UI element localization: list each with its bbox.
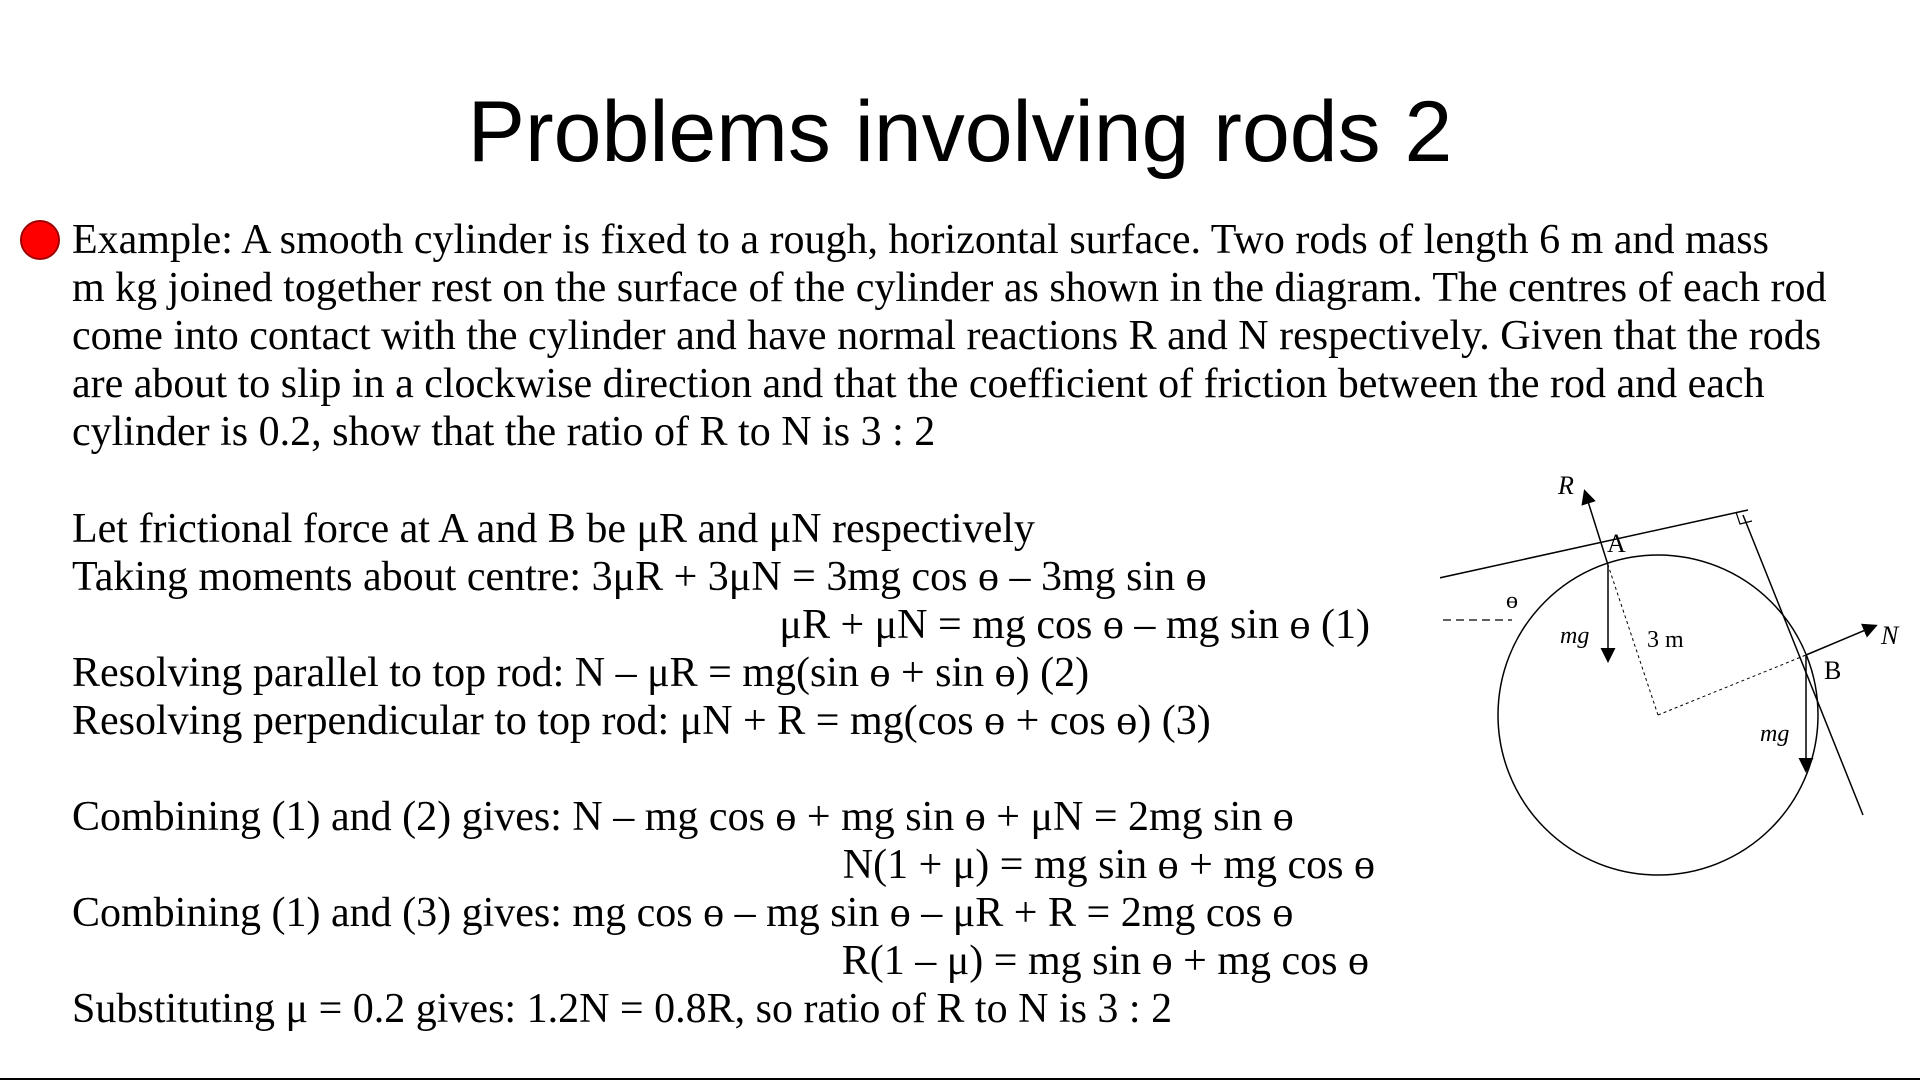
- rods-on-cylinder-diagram: [1440, 460, 1910, 880]
- right-rod: [1743, 515, 1863, 815]
- example-line: cylinder is 0.2, show that the ratio of R to N is 3 : 2: [72, 409, 936, 455]
- solution-line: Taking moments about centre: 3μR + 3μN = 3mg cos ɵ – 3mg sin ɵ: [72, 554, 1207, 600]
- label-b: B: [1824, 656, 1842, 685]
- reaction-r-arrow: [1585, 492, 1608, 565]
- label-n: N: [1881, 621, 1899, 650]
- solution-line: R(1 – μ) = mg sin ɵ + mg cos ɵ: [841, 938, 1369, 984]
- example-line: Example: A smooth cylinder is fixed to a rough, horizontal surface. Two rods of length 6 m and mass: [72, 217, 1769, 263]
- label-a: A: [1607, 529, 1626, 558]
- example-paragraph: [72, 216, 1912, 456]
- solution-line: Combining (1) and (3) gives: mg cos ɵ – mg sin ɵ – μR + R = 2mg cos ɵ: [72, 890, 1294, 936]
- example-line: are about to slip in a clockwise direction and that the coefficient of friction between the rod and each: [72, 361, 1765, 407]
- label-r: R: [1558, 471, 1574, 500]
- example-line: come into contact with the cylinder and have normal reactions R and N respectively. Given that the rods: [72, 313, 1822, 359]
- solution-line: Resolving parallel to top rod: N – μR = mg(sin ɵ + sin ɵ) (2): [72, 650, 1090, 696]
- solution-line: Substituting μ = 0.2 gives: 1.2N = 0.8R, so ratio of R to N is 3 : 2: [72, 986, 1173, 1032]
- radius-to-b: [1658, 655, 1806, 715]
- label-3m: 3 m: [1647, 627, 1684, 653]
- example-line: m kg joined together rest on the surface of the cylinder as shown in the diagram. The centres of each rod: [72, 265, 1827, 311]
- solution-line: μR + μN = mg cos ɵ – mg sin ɵ (1): [779, 602, 1370, 648]
- reaction-n-arrow: [1806, 626, 1875, 655]
- solution-line: Let frictional force at A and B be μR and μN respectively: [72, 506, 1035, 552]
- solution-line: Combining (1) and (2) gives: N – mg cos ɵ + mg sin ɵ + μN = 2mg sin ɵ: [72, 794, 1294, 840]
- slide-title: Problems involving rods 2: [467, 84, 1453, 180]
- bullet-marker: [20, 220, 60, 260]
- label-mg-b: mg: [1760, 721, 1790, 747]
- label-mg-a: mg: [1560, 623, 1590, 649]
- solution-line: Resolving perpendicular to top rod: μN + R = mg(cos ɵ + cos ɵ) (3): [72, 698, 1211, 744]
- label-theta: ɵ: [1506, 588, 1518, 614]
- solution-line: N(1 + μ) = mg sin ɵ + mg cos ɵ: [842, 842, 1375, 888]
